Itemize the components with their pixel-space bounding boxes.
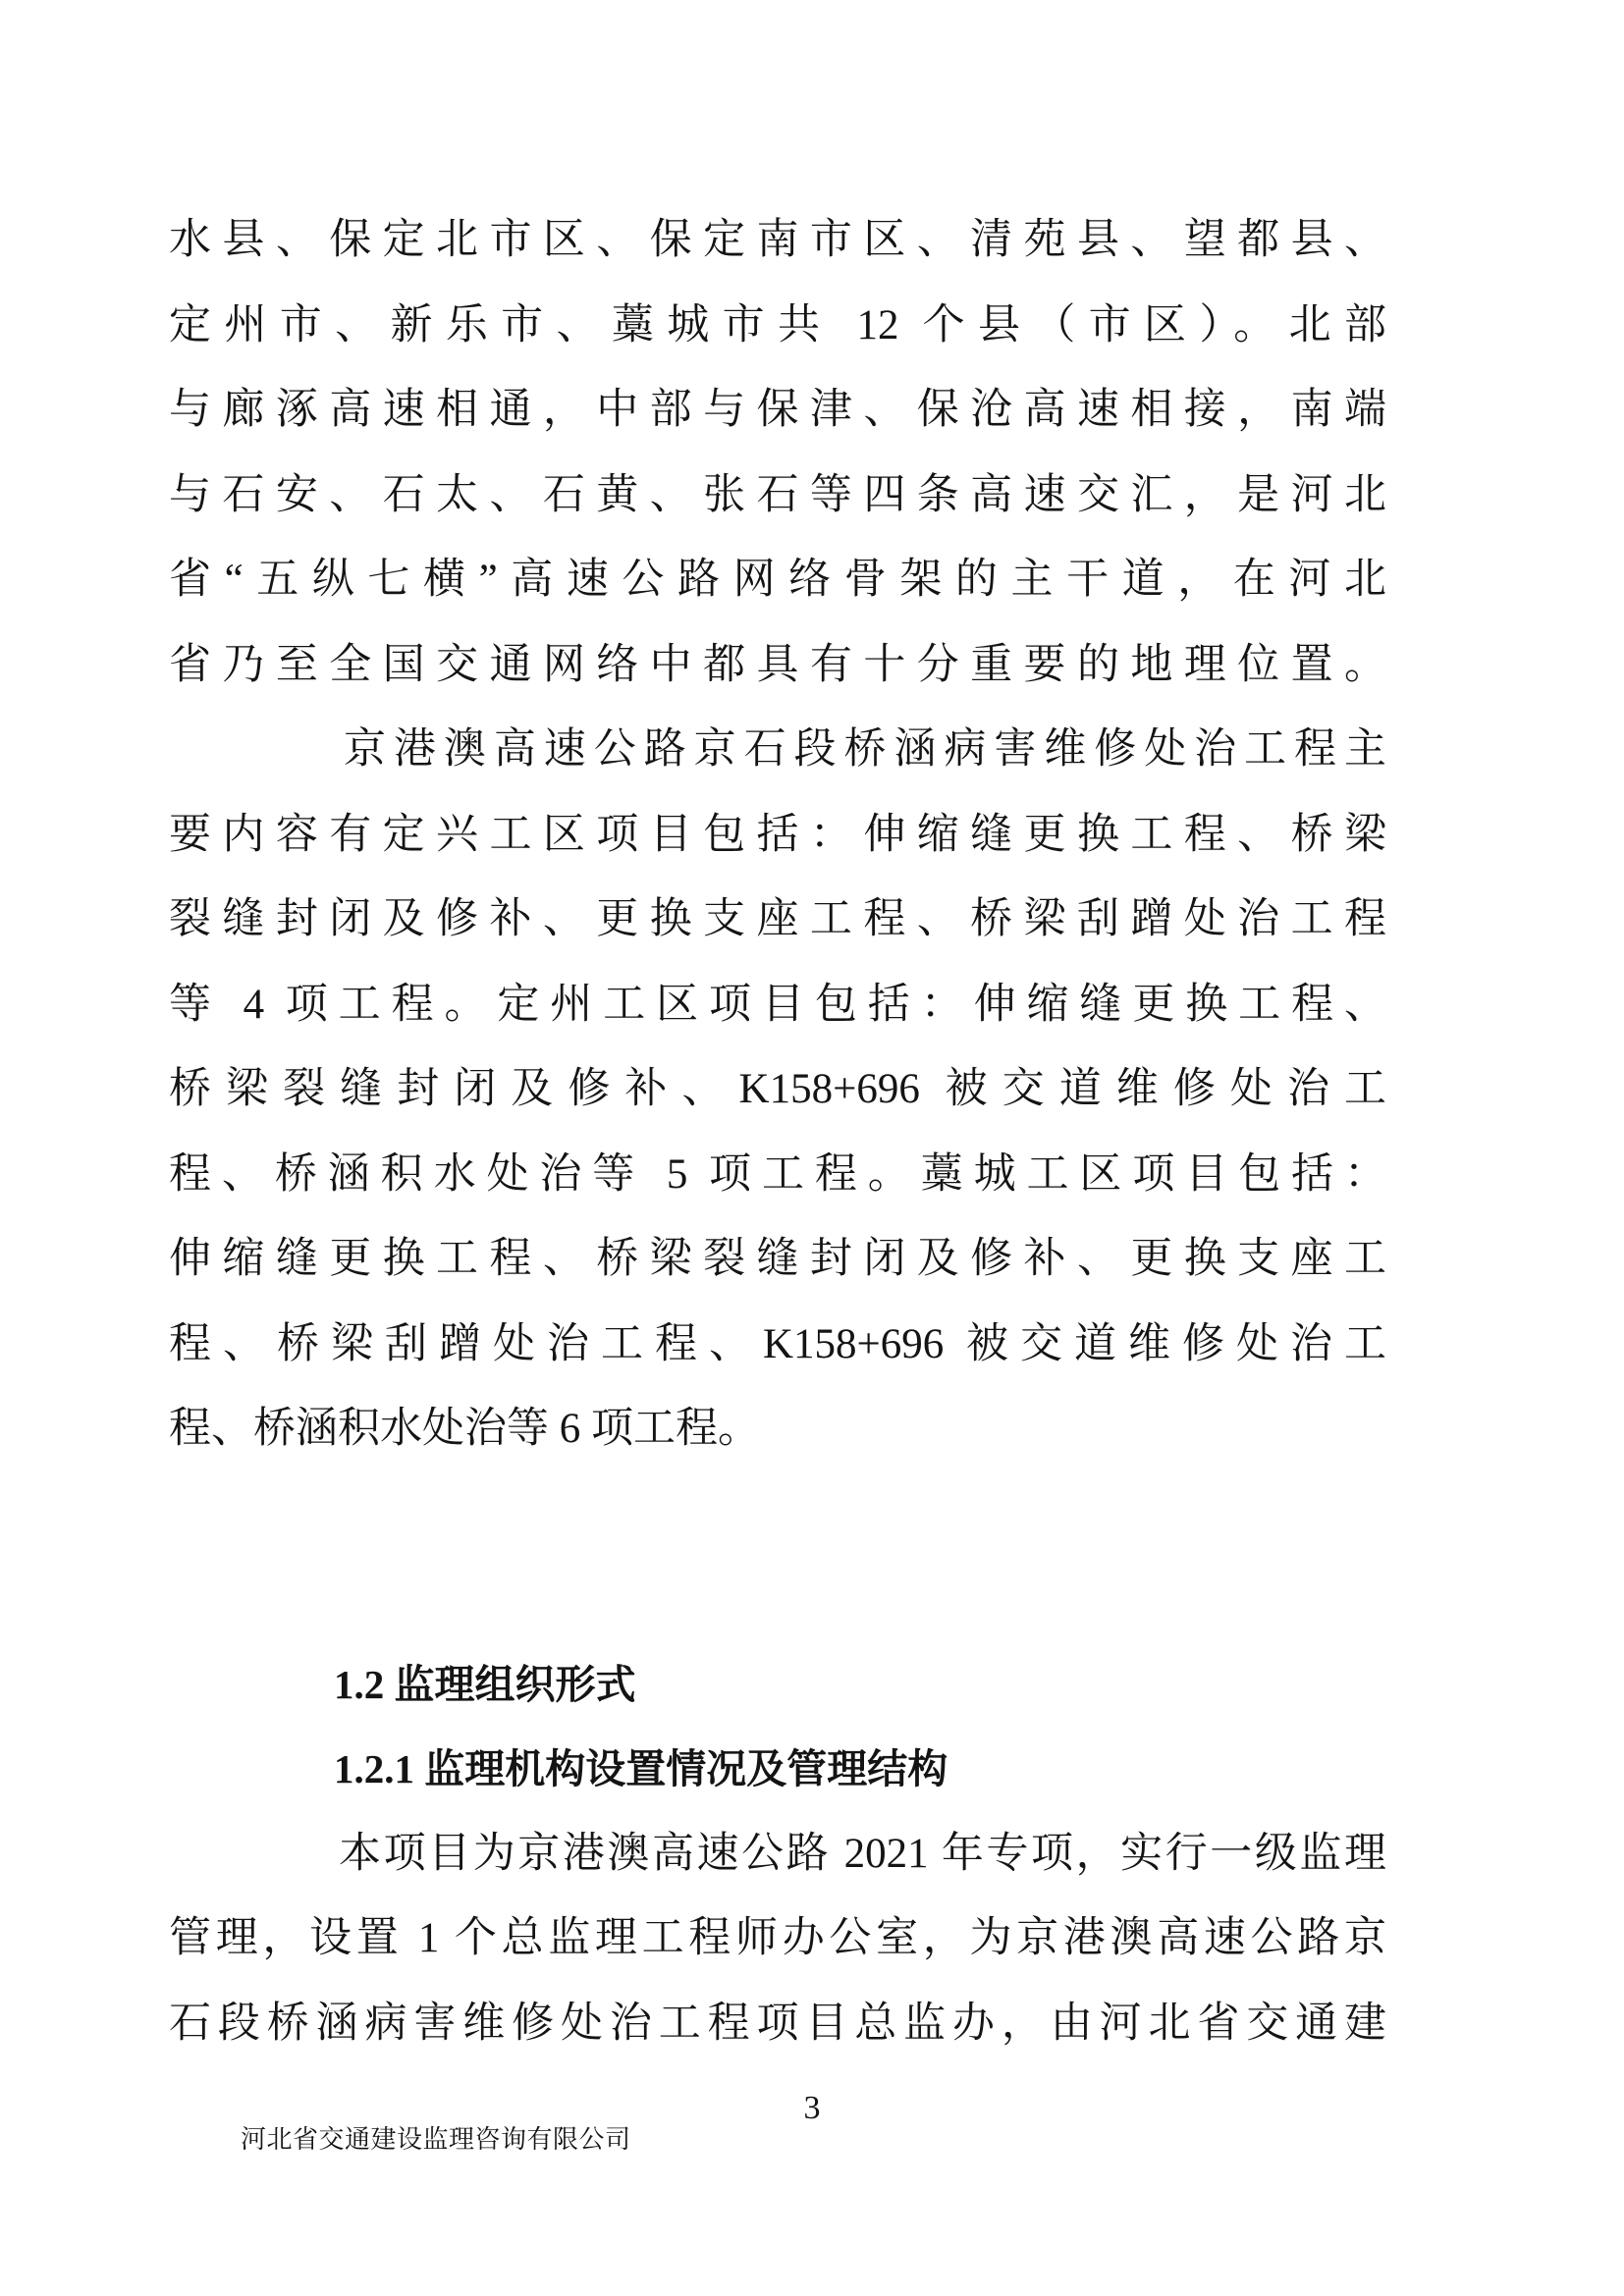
document-body (169, 198, 1386, 2066)
paragraph-line: 管理，设置 1 个总监理工程师办公室，为京港澳高速公路京 (169, 1915, 1386, 1961)
paragraph-line: 省“五纵七横”高速公路网络骨架的主干道，在河北 (169, 557, 1386, 603)
paragraph-line: 石段桥涵病害维修处治工程项目总监办，由河北省交通建 (169, 2000, 1386, 2047)
paragraph-line: 程、桥涵积水处治等 5 项工程。藁城工区项目包括： (169, 1150, 1386, 1198)
page-number: 3 (803, 2090, 821, 2126)
paragraph-line: 要内容有定兴工区项目包括：伸缩缝更换工程、桥梁 (169, 811, 1386, 858)
paragraph-line-indented: 京港澳高速公路京石段桥涵病害维修处治工程主 (344, 726, 1386, 773)
paragraph-line: 与石安、石太、石黄、张石等四条高速交汇，是河北 (169, 471, 1386, 518)
paragraph-line: 水县、保定北市区、保定南市区、清苑县、望都县、 (169, 217, 1386, 263)
paragraph-line: 省乃至全国交通网络中都具有十分重要的地理位置。 (169, 641, 1386, 688)
paragraph-line: 与廊涿高速相通，中部与保津、保沧高速相接，南端 (169, 387, 1386, 433)
paragraph-line-indented: 本项目为京港澳高速公路 2021 年专项，实行一级监理 (339, 1830, 1386, 1877)
paragraph-line: 定州市、新乐市、藁城市共 12 个县（市区）。北部 (169, 301, 1386, 348)
paragraph-line: 程、桥梁刮蹭处治工程、K158+696 被交道维修处治工 (169, 1320, 1386, 1367)
section-heading-1-2: 1.2 监理组织形式 (334, 1661, 636, 1707)
paragraph-line: 伸缩缝更换工程、桥梁裂缝封闭及修补、更换支座工 (169, 1236, 1386, 1282)
section-heading-1-2-1: 1.2.1 监理机构设置情况及管理结构 (334, 1746, 948, 1791)
paragraph-line-last: 程、桥涵积水处治等 6 项工程。 (169, 1406, 760, 1452)
paragraph-line: 裂缝封闭及修补、更换支座工程、桥梁刮蹭处治工程 (169, 896, 1386, 942)
paragraph-line: 桥梁裂缝封闭及修补、K158+696 被交道维修处治工 (169, 1066, 1386, 1112)
footer-company-name: 河北省交通建设监理咨询有限公司 (241, 2125, 631, 2154)
paragraph-line: 等 4 项工程。定州工区项目包括：伸缩缝更换工程、 (169, 981, 1386, 1028)
